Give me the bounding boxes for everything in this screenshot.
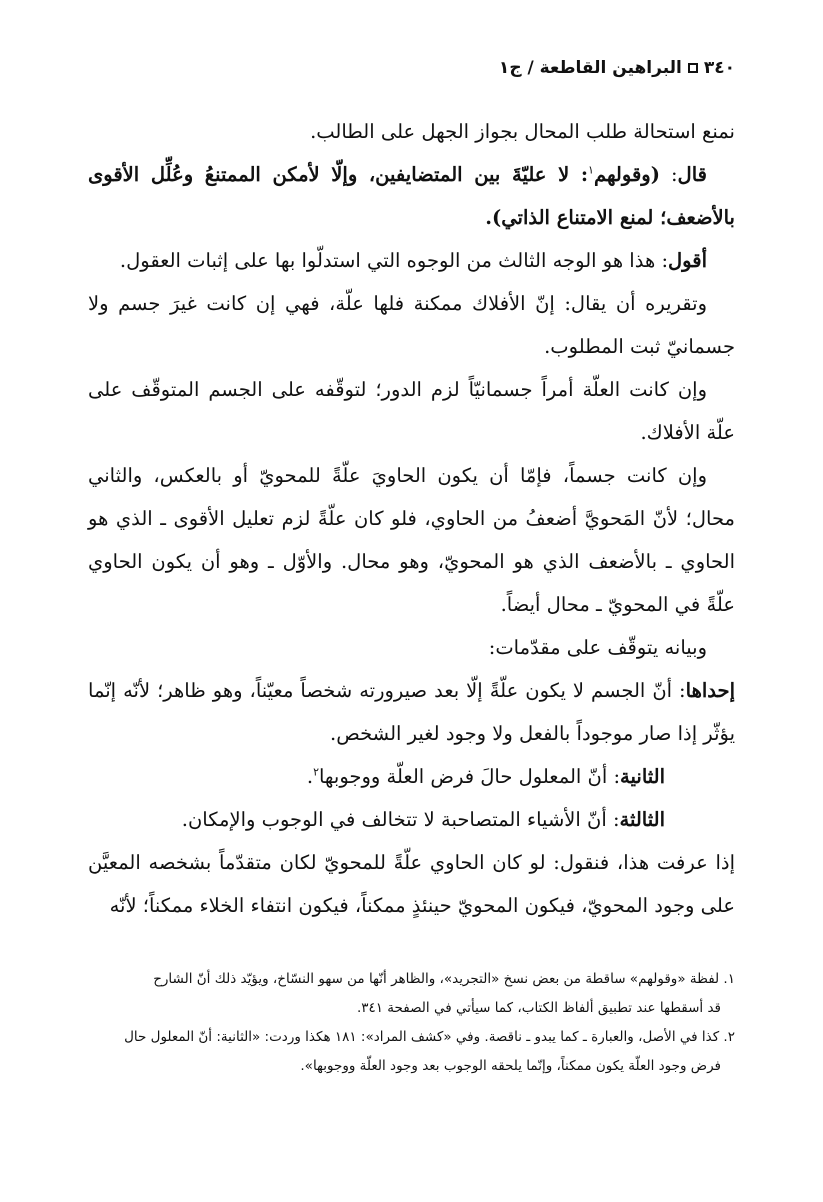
main-text [88, 110, 735, 927]
footnote-number: ٢. [719, 1029, 735, 1045]
footnote-text: كذا في الأصل، والعبارة ـ كما يبدو ـ ناقصة. وفي «كشف المراد»: ١٨١ هكذا وردت: «الثانية: أنّ المعلول حال [124, 1029, 720, 1045]
text-run: قال [677, 163, 707, 186]
page-number: ٣٤٠ [703, 58, 735, 78]
paragraph [88, 110, 735, 153]
text-run: الثالثة [619, 808, 665, 831]
paragraph [88, 669, 735, 755]
text-run: . [306, 765, 314, 788]
text-run: : أنّ الجسم لا يكون علّةً إلّا بعد صيرورته شخصاً معيّناً، وهو ظاهر؛ لأنّه إنّما يؤثّر إذا صار موجوداً بالفعل ولا وجود لغير الشخص. [88, 679, 735, 745]
text-run: : أنّ المعلول حالَ فرض العلّة ووجوبها [318, 765, 621, 788]
text-run: الثانية [620, 765, 665, 788]
paragraph [88, 841, 735, 927]
text-run: أقول [668, 249, 707, 272]
square-separator-icon [688, 63, 698, 73]
footnote [88, 965, 735, 1023]
text-run: نمنع استحالة طلب المحال بجواز الجهل على الطالب. [310, 120, 735, 143]
text-run: وبيانه يتوقّف على مقدّمات: [488, 636, 707, 659]
footnote-number: ١. [719, 971, 735, 987]
paragraph [88, 282, 735, 368]
paragraph [88, 239, 735, 282]
footnote-marker: ١ [588, 163, 594, 177]
text-run: إحداها [685, 679, 735, 702]
paragraph [88, 454, 735, 626]
footnote-text: قد أسقطها عند تطبيق ألفاظ الكتاب، كما سيأتي في الصفحة ٣٤١. [356, 1000, 721, 1016]
page-header [88, 50, 735, 86]
paragraph [88, 755, 735, 798]
footnote-text: لفظة «وقولهم» ساقطة من بعض نسخ «التجريد»، والظاهر أنّها من سهو النسّاخ، ويؤيّد ذلك أنّ الشارح [153, 971, 720, 987]
text-run: وإن كانت جسماً، فإمّا أن يكون الحاويَ علّةً للمحويّ أو بالعكس، والثاني محال؛ لأنّ المَحويَّ أضعفُ من الحاوي، فلو كان علّةً لزم تعليل الأقوى ـ الذي هو الحاوي ـ بالأضعف الذي هو المحويّ، وهو محال. والأوّل ـ وهو أن يكون الحاوي علّةً في المحويّ ـ محال أيضاً. [88, 464, 735, 616]
footnote [88, 1023, 735, 1081]
book-title: البراهين القاطعة / ج١ [498, 58, 682, 78]
footnote-text: فرض وجود العلّة يكون ممكناً، وإنّما يلحقه الوجوب بعد وجود العلّة ووجوبها». [300, 1058, 721, 1074]
text-run: : [659, 163, 678, 186]
footnotes [88, 965, 735, 1081]
text-run: وإن كانت العلّة أمراً جسمانيّاً لزم الدور؛ لتوقّفه على الجسم المتوقّف على علّة الأفلاك. [88, 378, 735, 444]
text-run: (وقولهم [593, 163, 660, 186]
paragraph [88, 153, 735, 239]
paragraph [88, 626, 735, 669]
text-run: : هذا هو الوجه الثالث من الوجوه التي استدلّوا بها على إثبات العقول. [119, 249, 669, 272]
footnote-marker: ٢ [313, 765, 319, 779]
paragraph [88, 798, 735, 841]
text-run: : أنّ الأشياء المتصاحبة لا تتخالف في الوجوب والإمكان. [181, 808, 620, 831]
text-run: إذا عرفت هذا، فنقول: لو كان الحاوي علّةً للمحويّ لكان متقدّماً بشخصه المعيَّن على وجود المحويّ، فيكون المحويّ حينئذٍ ممكناً، فيكون انتفاء الخلاء ممكناً؛ لأنّه [88, 851, 735, 917]
text-run: : لا عليّةَ بين المتضايفين، وإلّا لأمكن الممتنعُ وعُلِّل الأقوى بالأضعف؛ لمنع الامتناع الذاتي). [88, 163, 735, 229]
text-run: وتقريره أن يقال: إنّ الأفلاك ممكنة فلها علّة، فهي إن كانت غيرَ جسم ولا جسمانيّ ثبت المطلوب. [88, 292, 735, 358]
paragraph [88, 368, 735, 454]
